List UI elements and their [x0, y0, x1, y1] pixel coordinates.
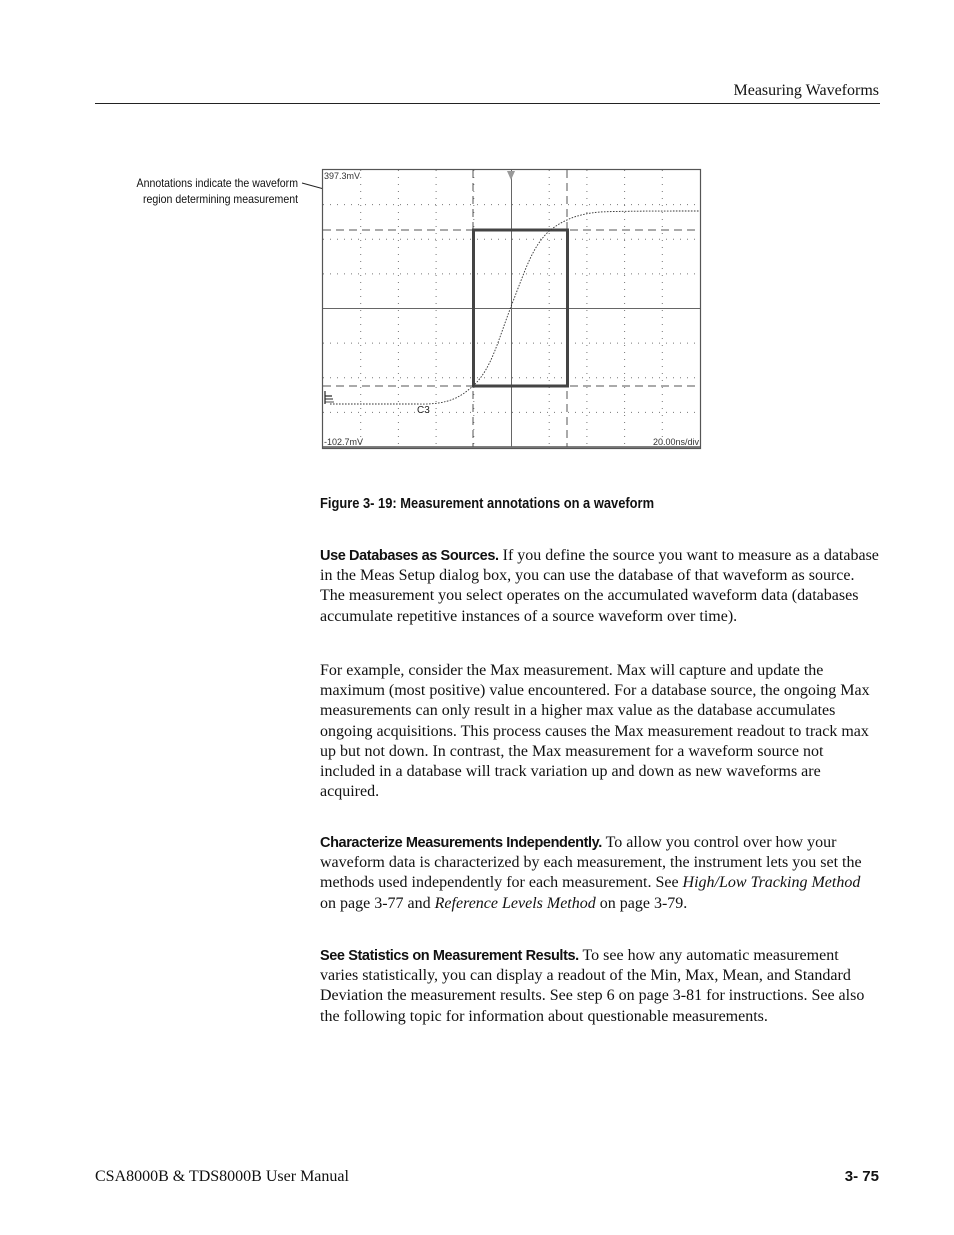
paragraph-body: on page 3-77 and [320, 894, 435, 912]
paragraph-statistics [320, 946, 880, 1027]
waveform-figure [0, 0, 954, 470]
paragraph-lead: Characterize Measurements Independently. [320, 835, 602, 851]
readout-bottom-right: 20.00ns/div [652, 437, 699, 447]
cross-reference-link[interactable]: Reference Levels Method [434, 894, 596, 912]
section-title: Measuring Waveforms [733, 82, 879, 99]
paragraph-lead: See Statistics on Measurement Results. [320, 948, 579, 964]
paragraph-lead: Use Databases as Sources. [320, 548, 499, 564]
cross-reference-link[interactable]: High/Low Tracking Method [682, 874, 861, 892]
callout-line-1: Annotations indicate the waveform [136, 176, 298, 190]
paragraph-body: If you define the source you want to measure as a database in the Meas Setup dialog box, you can use the database of that waveform as source. The measurement you select operates on the accumulated waveform data (databases accumulate repetitive instances of a source waveform over time). [320, 547, 879, 625]
paragraph-body: To allow you control over how your waveform data is characterized by each measurement, the instrument lets you set the methods used independently for each measurement. See [320, 834, 862, 892]
paragraph-body: For example, consider the Max measurement. Max will capture and update the maximum (most positive) value encountered. For a database source, the ongoing Max measurements can only result in a higher max value as the database accumulates ongoing acquisitions. This process causes the Max measurement readout to track max up but not down. In contrast, the Max measurement for a waveform source not included in a database will track variation up and down as new waveforms are acquired. [320, 662, 870, 801]
paragraph-body: To see how any automatic measurement varies statistically, you can display a readout of the Min, Max, Mean, and Standard Deviation the measurement results. See step 6 on page 3-81 for instructions. See also the following topic for information about questionable measurements. [320, 947, 865, 1025]
paragraph-databases [320, 546, 880, 627]
paragraph-body: on page 3-79. [595, 894, 688, 912]
readout-bottom-left: -102.7mV [324, 437, 364, 447]
paragraph-characterize [320, 833, 880, 914]
manual-title: CSA8000B & TDS8000B User Manual [95, 1168, 349, 1185]
callout-line-2: region determining measurement [143, 192, 298, 206]
channel-label: C3 [417, 405, 430, 416]
figure-caption: Figure 3- 19: Measurement annotations on a waveform [320, 495, 655, 512]
page-number: 3- 75 [844, 1168, 879, 1185]
paragraph-max-example [320, 661, 880, 802]
readout-top-left: 397.3mV [324, 171, 361, 181]
